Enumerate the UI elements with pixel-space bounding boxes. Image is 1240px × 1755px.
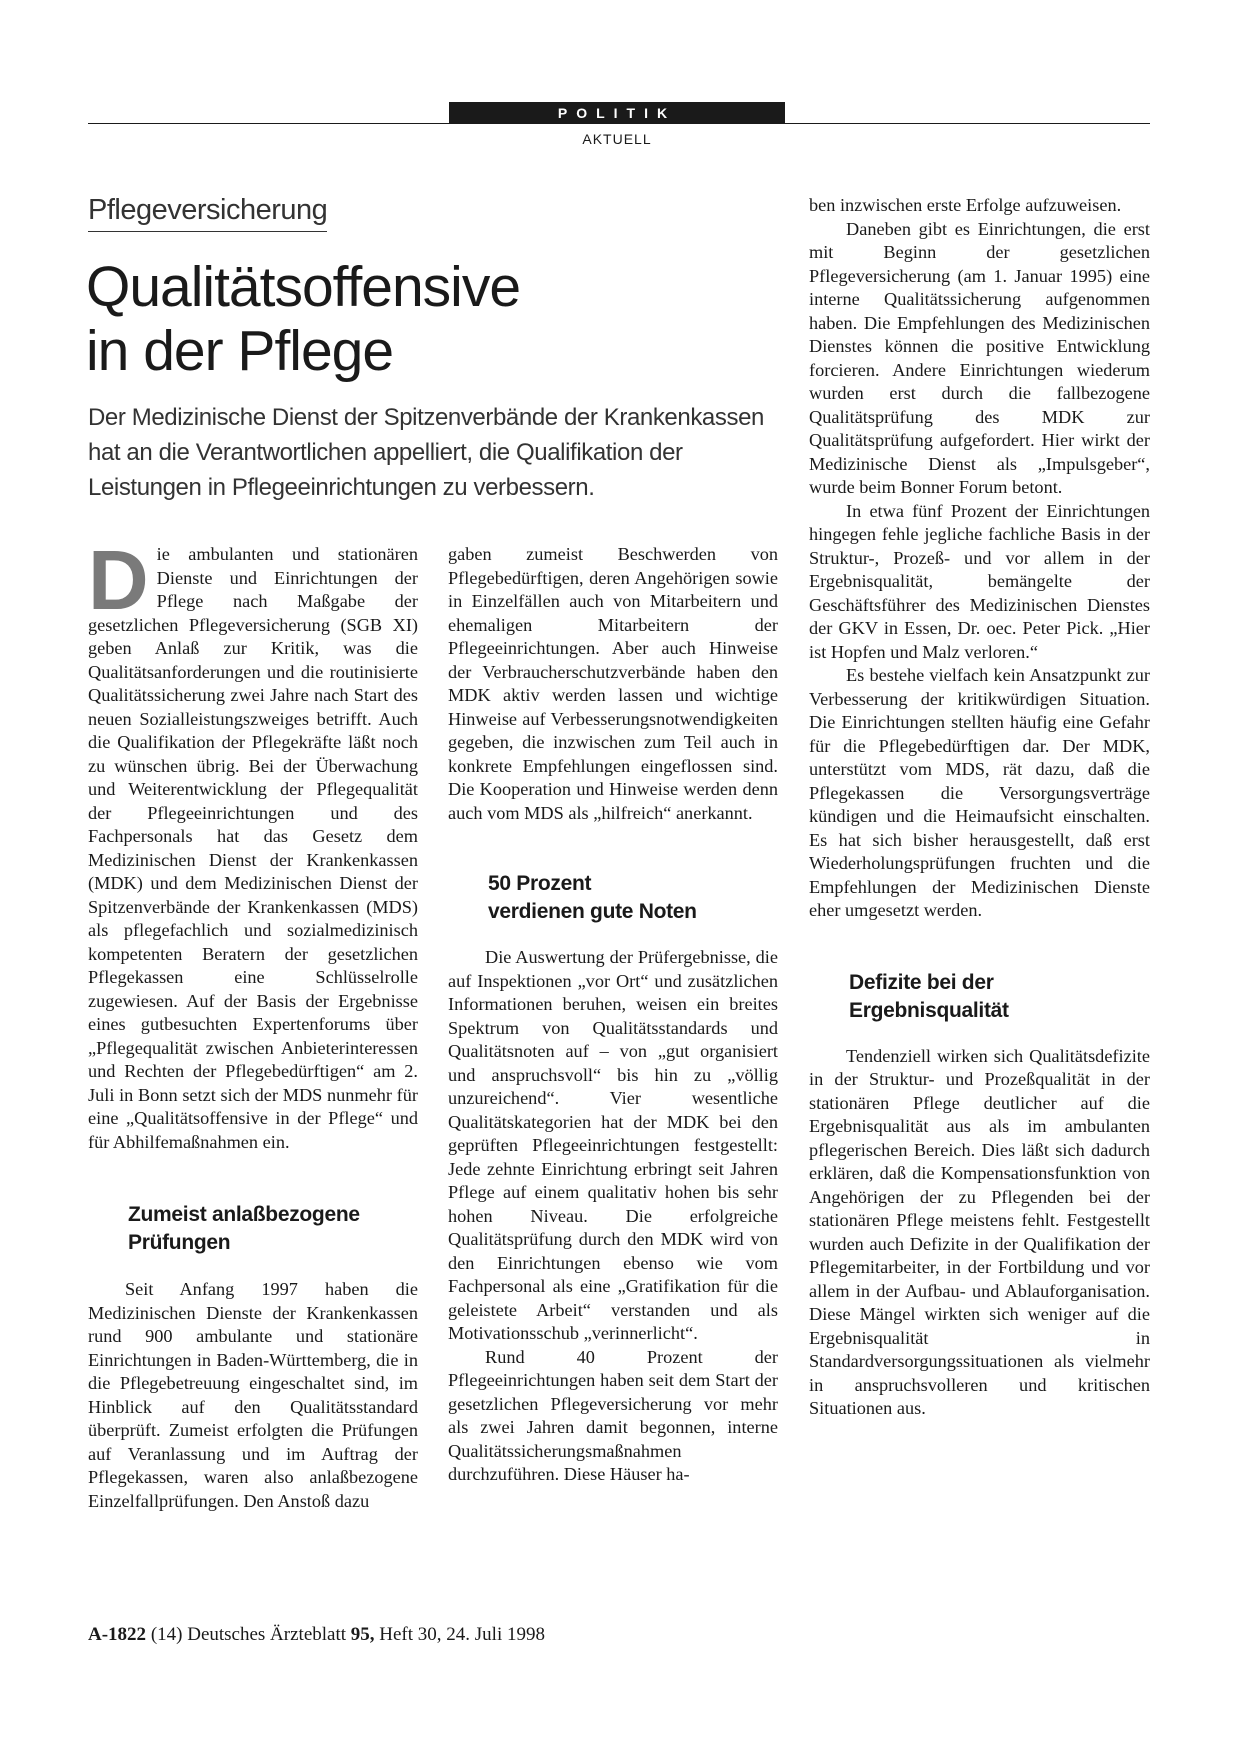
text-column-2 <box>448 543 778 1487</box>
article-lede: Der Medizinische Dienst der Spitzenverbände der Krankenkassen hat an die Verantwortlichen appelliert, die Qualifikation der Leistungen in Pflegeeinrichtungen zu verbessern. <box>88 404 764 501</box>
paragraph-text: ie ambulanten und stationären Dienste und Einrichtungen der Pflege nach Maßgabe der gesetzlichen Pflegeversicherung (SGB XI) geben Anlaß zur Kritik, was die Qualitätsanforderungen und die routinisierte Qualitätssicherung zwei Jahre nach Start des neuen Sozialleistungszweiges betrifft. Auch die Qualifikation der Pflegekräfte läßt noch zu wünschen übrig. Bei der Überwachung und Weiterentwicklung der Pflegequalität der Pflegeeinrichtungen und des Fachpersonals hat das Gesetz dem Medizinischen Dienst der Krankenkassen (MDK) und dem Medizinischen Dienst der Spitzenverbände der Krankenkassen (MDS) als pflegefachlich und sozialmedizinisch kompetenten Beratern der gesetzlichen Pflegekassen eine Schlüsselrolle zugewiesen. Auf der Basis der Ergebnisse eines gutbesuchten Expertenforums über „Pflegequalität zwischen Anbieterinteressen und Rechten der Pflegebedürftigen“ am 2. Juli in Bonn setzt sich der MDS nunmehr für eine „Qualitätsoffensive in der Pflege“ und für Abhilfemaßnahmen ein. <box>88 544 418 1152</box>
subheading <box>88 1201 418 1257</box>
subheading-line-2: Prüfungen <box>128 1231 231 1254</box>
subheading <box>448 870 778 926</box>
journal-issue: Heft 30, 24. Juli 1998 <box>379 1624 545 1645</box>
article-kicker: Pflegeversicherung <box>88 194 327 232</box>
page-number: A-1822 <box>88 1624 147 1645</box>
title-line-1: Qualitätsoffensive <box>86 255 521 319</box>
paragraph: Tendenziell wirken sich Qualitätsdefizite in der Struktur- und Prozeßqualität in der stationären Pflege deutlicher auf die Ergebnisqualität aus als im ambulanten pflegerischen Bereich. Dies läßt sich dadurch erklären, daß die Kompensationsfunktion von Angehörigen der zu Pflegenden bei der stationären Pflege meistens fehlt. Festgestellt wurden auch Defizite in der Qualifikation der Pflegemitarbeiter, in der Fortbildung und vor allem in der Aufbau- und Ablauforganisation. Diese Mängel wirkten sich weniger auf die Ergebnisqualität in Standardversorgungssituationen als vielmehr in anspruchsvolleren und kritischen Situationen aus. <box>809 1045 1150 1418</box>
subheading-line-2: verdienen gute Noten <box>488 900 697 923</box>
paragraph: Seit Anfang 1997 haben die Medizinischen Dienste der Krankenkassen rund 900 ambulante und stationäre Einrichtungen in Baden-Württemberg, die in die Pflegebetreuung eingeschaltet sind, im Hinblick auf den Qualitätsstandard überprüft. Zumeist erfolgten die Prüfungen auf Veranlassung und im Auftrag der Pflegekassen, waren also anlaßbezogene Einzelfallprüfungen. Den Anstoß dazu <box>88 1279 418 1511</box>
subheading-line-1: 50 Prozent <box>488 872 592 895</box>
paragraph: Daneben gibt es Einrichtungen, die erst mit Beginn der gesetzlichen Pflegeversicherung (am 1. Januar 1995) eine interne Qualitätssicherung aufgenommen haben. Die Empfehlungen des Medizinischen Dienstes können die positive Entwicklung forcieren. Andere Einrichtungen wiederum wurden erst durch die fallbezogene Qualitätsprüfung des MDK zur Qualitätsprüfung aufgefordert. Hier wirkt der Medizinische Dienst als „Impulsgeber“, wurde beim Bonner Forum betont. <box>809 218 1150 497</box>
paragraph: Es bestehe vielfach kein Ansatzpunkt zur Verbesserung der kritikwürdigen Situation. Die Einrichtungen stellten häufig eine Gefahr für die Pflegebedürftigen dar. Der MDK, unterstützt vom MDS, rät dazu, daß die Pflegekassen die Versorgungsverträge kündigen und die Heimaufsicht einschalten. Es hat sich bisher herausgestellt, daß erst Wiederholungsprüfungen fruchten und die Empfehlungen der Medizinischen Dienste eher umgesetzt werden. <box>809 665 1150 920</box>
journal-volume: 95, <box>350 1624 375 1645</box>
subsection-label: AKTUELL <box>582 131 652 147</box>
paragraph: ben inzwischen erste Erfolge aufzuweisen. <box>809 195 1122 215</box>
paragraph: Die Auswertung der Prüfergebnisse, die auf Inspektionen „vor Ort“ und zusätzlichen Informationen beruhen, weisen ein breites Spektrum von Qualitätsstandards und Qualitätsnoten auf – von „gut organisiert und anspruchsvoll“ bis hin zu „völlig unzureichend“. Vier wesentliche Qualitätskategorien hat der MDK bei den geprüften Pflegeeinrichtungen festgestellt: Jede zehnte Einrichtung erbringt seit Jahren Pflege auf einem qualitativ hohen bis sehr hohen Niveau. Die erfolgreiche Qualitätsprüfung durch den MDK wird von den Einrichtungen ebenso wie vom Fachpersonal als eine „Gratifikation für die geleistete Arbeit“ verstanden und als Motivationsschub „verinnerlicht“. <box>448 947 778 1343</box>
article-title <box>86 255 726 383</box>
page-footer <box>88 1624 545 1646</box>
subheading <box>809 969 1150 1025</box>
title-line-2: in der Pflege <box>86 319 394 383</box>
paragraph: In etwa fünf Prozent der Einrichtungen hingegen fehle jegliche fachliche Basis in der Struktur-, Prozeß- und vor allem in der Ergebnisqualität, bemängelte der Geschäftsführer des Medizinischen Dienstes der GKV in Essen, Dr. oec. Peter Pick. „Hier ist Hopfen und Malz verloren.“ <box>809 500 1150 662</box>
local-page-number: (14) <box>150 1624 183 1645</box>
text-column-3 <box>809 194 1150 1421</box>
paragraph: gaben zumeist Beschwerden von Pflegebedürftigen, deren Angehörigen sowie in Einzelfällen auch von Mitarbeitern und ehemaligen Mitarbeitern der Pflegeeinrichtungen. Aber auch Hinweise der Verbraucherschutzverbände haben den MDK aktiv werden lassen und wichtige Hinweise auf Verbesserungsnotwendigkeiten gegeben, die inzwischen zum Teil auch in konkrete Empfehlungen eingeflossen sind. Die Kooperation und Hinweise werden denn auch vom MDS als „hilfreich“ anerkannt. <box>448 544 778 823</box>
paragraph <box>88 533 418 1154</box>
subheading-line-2: Ergebnisqualität <box>849 998 1009 1022</box>
subheading-line-1: Zumeist anlaßbezogene <box>128 1203 360 1226</box>
section-label: POLITIK <box>449 102 785 124</box>
text-column-1 <box>88 533 418 1513</box>
drop-cap: D <box>88 533 149 627</box>
journal-name: Deutsches Ärzteblatt <box>187 1624 347 1645</box>
subheading-line-1: Defizite bei der <box>849 970 994 994</box>
paragraph: Rund 40 Prozent der Pflegeeinrichtungen haben seit dem Start der gesetzlichen Pflegeversicherung vor mehr als zwei Jahren damit begonnen, interne Qualitätssicherungsmaßnahmen durchzuführen. Diese Häuser ha- <box>448 1346 778 1484</box>
